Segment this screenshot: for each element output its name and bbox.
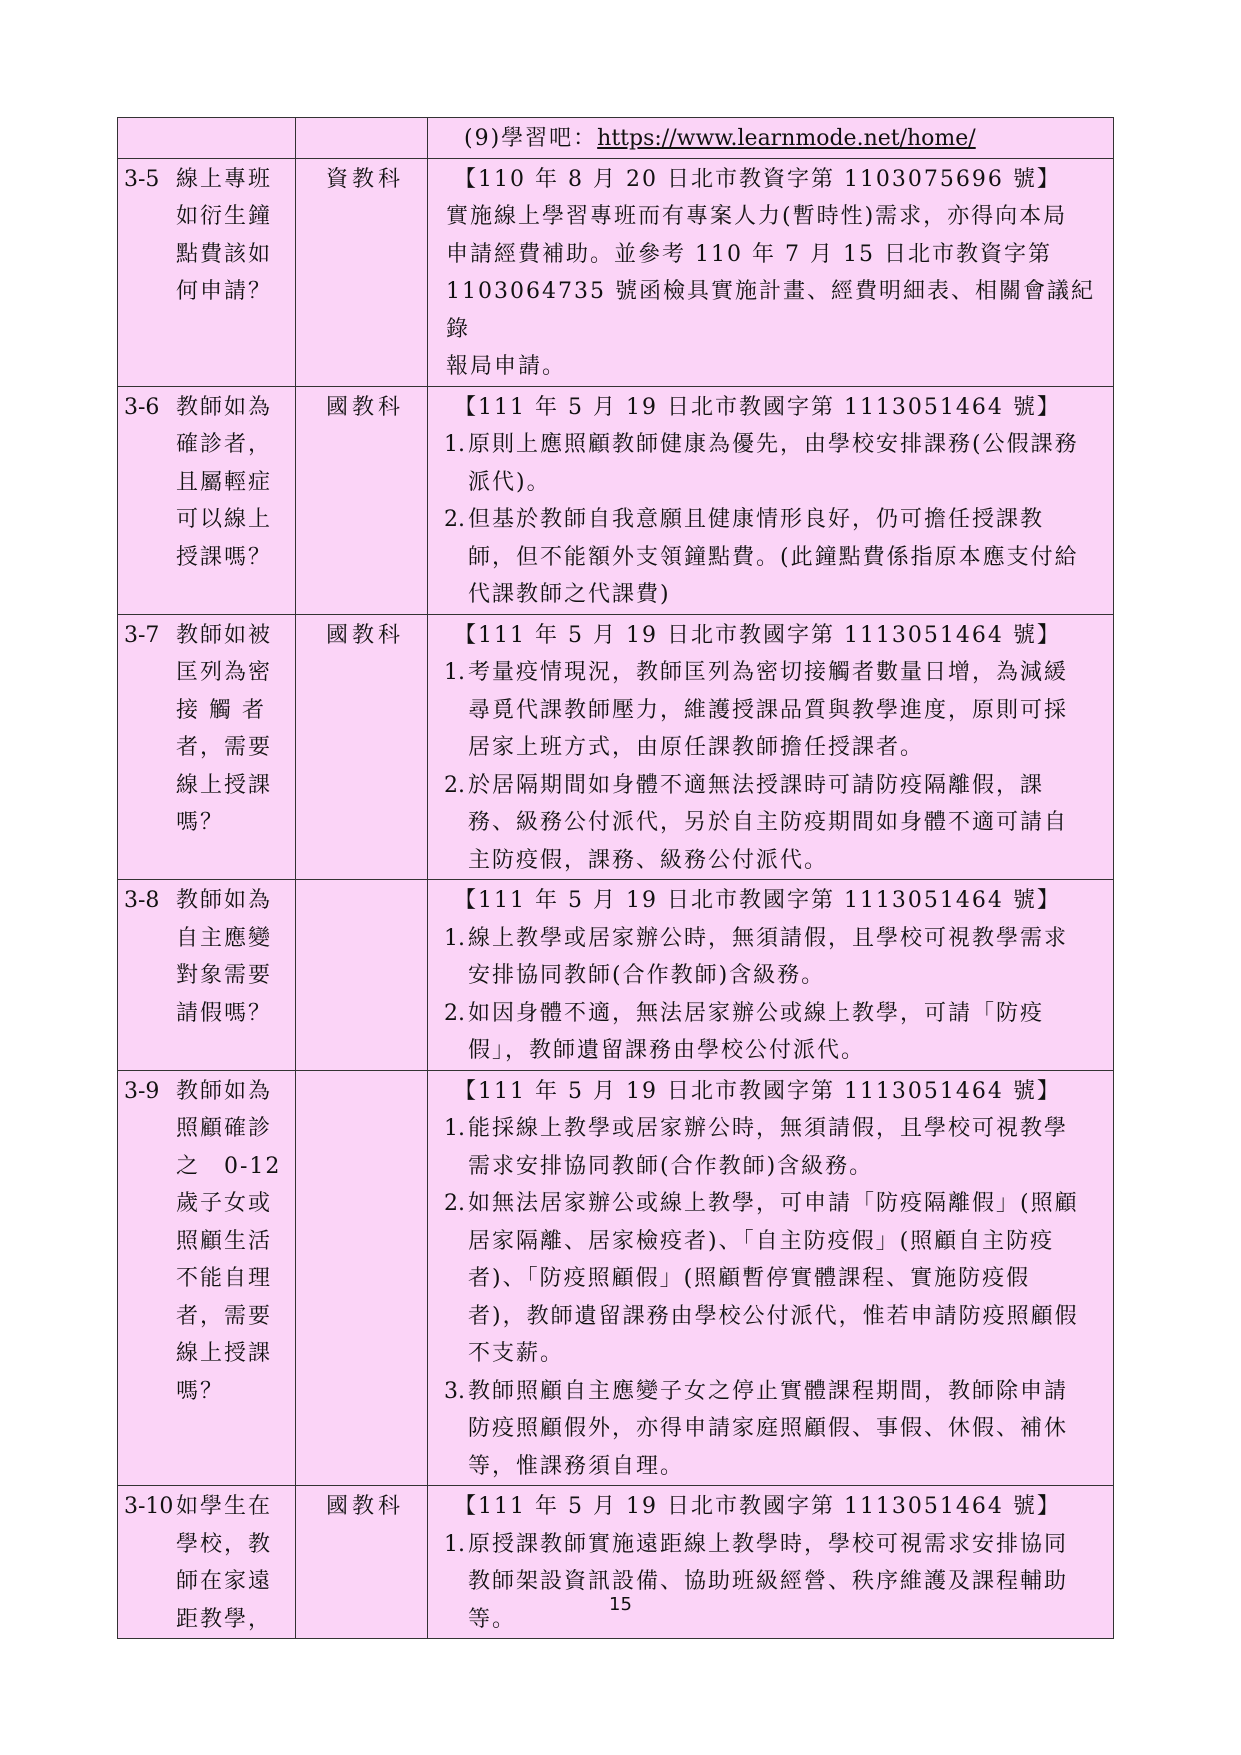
question-cell — [118, 386, 296, 614]
link-prefix: (9)學習吧： — [464, 126, 598, 151]
question-line: 可以線上 — [176, 507, 273, 532]
question-line: 照顧確診 — [176, 1116, 273, 1141]
item-text — [468, 654, 1107, 767]
question-line: 者，需要 — [176, 1303, 273, 1329]
question-line: 點費該如 — [176, 241, 273, 267]
table-row — [118, 386, 1114, 614]
question-wrap — [124, 1073, 289, 1411]
question-cell — [118, 614, 296, 880]
table-row — [118, 880, 1114, 1071]
answer-cell — [428, 880, 1114, 1071]
question-line: 教師如被 — [176, 622, 273, 648]
question-line: 何申請？ — [176, 279, 273, 304]
item-text — [468, 1526, 1107, 1639]
item-line: 者)，教師遺留課務由學校公付派代，惟若申請防疫照顧假 — [468, 1303, 1079, 1329]
item-line: 教師架設資訊設備、協助班級經營、秩序維護及課程輔助 — [468, 1569, 1069, 1594]
question-number: 3-5 — [124, 166, 160, 192]
question-line: 匡列為密 — [176, 660, 273, 685]
answer-cell — [428, 1070, 1114, 1486]
item-number: 2. — [444, 1191, 465, 1216]
item-line: 等。 — [468, 1606, 517, 1632]
question-line: 教師如為 — [176, 1078, 273, 1104]
answer-cell — [428, 386, 1114, 614]
answer-item — [434, 1373, 1107, 1486]
item-text — [468, 1185, 1107, 1373]
item-line: 於居隔期間如身體不適無法授課時可請防疫隔離假，課 — [468, 772, 1045, 798]
question-line: 距教學， — [176, 1606, 273, 1632]
answer-item — [434, 1526, 1107, 1639]
answer-cell — [428, 118, 1114, 159]
answer-cell — [428, 1486, 1114, 1639]
answer-line: 申請經費補助。並參考 110 年 7 月 15 日北市教資字第 — [446, 241, 1052, 267]
faq-table-body — [118, 118, 1114, 1639]
question-line: 授課嗎？ — [176, 544, 273, 570]
answer-heading: 【111 年 5 月 19 日北市教國字第 1113051464 號】 — [454, 1078, 1061, 1104]
answer-item — [434, 426, 1107, 501]
item-text — [468, 426, 1107, 501]
question-wrap — [124, 1488, 289, 1638]
question-line: 線上授課 — [176, 1341, 273, 1366]
question-number: 3-10 — [124, 1494, 174, 1519]
question-line: 對象需要 — [176, 963, 273, 988]
item-text — [468, 501, 1107, 614]
answer-item — [434, 654, 1107, 767]
item-line: 師，但不能額外支領鐘點費。(此鐘點費係指原本應支付給 — [468, 544, 1079, 570]
question-text — [176, 882, 289, 1032]
item-line: 防疫照顧假外，亦得申請家庭照顧假、事假、休假、補休 — [468, 1416, 1069, 1441]
item-text — [468, 995, 1107, 1070]
question-line: 請假嗎？ — [176, 1000, 273, 1026]
question-cell — [118, 158, 296, 386]
question-line: 如衍生鐘 — [176, 204, 273, 229]
item-line: 居家上班方式，由原任課教師擔任授課者。 — [468, 735, 925, 760]
question-text — [176, 1073, 289, 1411]
question-text — [176, 389, 289, 577]
unit-cell: 國教科 — [296, 1486, 428, 1639]
item-line: 者)、「防疫照顧假」(照顧暫停實體課程、實施防疫假 — [468, 1266, 1031, 1291]
answer-line: 1103064735 號函檢具實施計畫、經費明細表、相關會議紀錄 — [446, 279, 1095, 342]
item-text — [468, 920, 1107, 995]
item-number: 1. — [444, 1531, 465, 1557]
question-line: 確診者， — [176, 432, 273, 457]
question-number: 3-8 — [124, 888, 160, 913]
question-cell — [118, 1486, 296, 1639]
item-line: 不支薪。 — [468, 1341, 565, 1366]
question-line: 嗎？ — [176, 1378, 225, 1404]
item-line: 代課教師之代課費) — [468, 582, 671, 607]
table-row — [118, 158, 1114, 386]
question-line: 學校，教 — [176, 1531, 273, 1557]
page-number: 15 — [609, 1594, 632, 1615]
answer-link-line — [434, 120, 1107, 158]
item-number: 2. — [444, 507, 465, 532]
question-line: 師在家遠 — [176, 1569, 273, 1594]
item-line: 假」，教師遺留課務由學校公付派代。 — [468, 1038, 866, 1063]
table-row — [118, 118, 1114, 159]
question-line: 不能自理 — [176, 1266, 273, 1291]
item-line: 等，惟課務須自理。 — [468, 1453, 685, 1479]
answer-item — [434, 1110, 1107, 1185]
item-line: 考量疫情現況，教師匡列為密切接觸者數量日增，為減緩 — [468, 660, 1069, 685]
question-line: 照顧生活 — [176, 1228, 273, 1254]
item-number: 3. — [444, 1378, 465, 1404]
item-text — [468, 1110, 1107, 1185]
question-number: 3-9 — [124, 1078, 160, 1104]
question-line: 者，需要 — [176, 735, 273, 760]
question-wrap — [124, 389, 289, 577]
answer-item — [434, 920, 1107, 995]
item-line: 但基於教師自我意願且健康情形良好，仍可擔任授課教 — [468, 507, 1045, 532]
item-line: 居家隔離、居家檢疫者)、「自主防疫假」(照顧自主防疫 — [468, 1228, 1055, 1254]
item-number: 2. — [444, 772, 465, 798]
item-line: 安排協同教師(合作教師)含級務。 — [468, 963, 826, 988]
question-cell — [118, 880, 296, 1071]
item-line: 主防疫假，課務、級務公付派代。 — [468, 847, 829, 873]
item-text — [468, 1373, 1107, 1486]
item-number: 1. — [444, 1116, 465, 1141]
table-row — [118, 614, 1114, 880]
answer-cell — [428, 614, 1114, 880]
item-number: 1. — [444, 925, 465, 951]
question-line: 歲子女或 — [176, 1191, 273, 1216]
unit-cell — [296, 1070, 428, 1486]
question-line: 之 0-12 — [176, 1153, 282, 1179]
question-line: 教師如為 — [176, 888, 273, 913]
question-number: 3-7 — [124, 622, 160, 648]
item-line: 如無法居家辦公或線上教學，可申請「防疫隔離假」(照顧 — [468, 1191, 1079, 1216]
question-text — [176, 161, 289, 311]
question-line: 線上專班 — [176, 166, 273, 192]
item-line: 務、級務公付派代，另於自主防疫期間如身體不適可請自 — [468, 810, 1069, 835]
item-line: 線上教學或居家辦公時，無須請假，且學校可視教學需求 — [468, 925, 1069, 951]
answer-heading: 【111 年 5 月 19 日北市教國字第 1113051464 號】 — [454, 1494, 1061, 1519]
item-line: 需求安排協同教師(合作教師)含級務。 — [468, 1153, 874, 1179]
item-line: 如因身體不適，無法居家辦公或線上教學，可請「防疫 — [468, 1000, 1045, 1026]
answer-heading: 【111 年 5 月 19 日北市教國字第 1113051464 號】 — [454, 888, 1061, 913]
table-row — [118, 1070, 1114, 1486]
unit-cell: 國教科 — [296, 614, 428, 880]
item-text — [468, 767, 1107, 880]
question-line: 線上授課 — [176, 772, 273, 798]
unit-cell — [296, 118, 428, 159]
unit-cell: 國教科 — [296, 386, 428, 614]
item-number: 1. — [444, 660, 465, 685]
unit-cell: 資教科 — [296, 158, 428, 386]
table-row — [118, 1486, 1114, 1639]
question-line: 接 觸 者 — [176, 697, 266, 723]
answer-line: 報局申請。 — [446, 354, 567, 379]
answer-heading: 【111 年 5 月 19 日北市教國字第 1113051464 號】 — [454, 394, 1061, 420]
question-text — [176, 617, 289, 842]
question-wrap — [124, 161, 289, 311]
item-line: 教師照顧自主應變子女之停止實體課程期間，教師除申請 — [468, 1378, 1069, 1404]
question-line: 教師如為 — [176, 394, 273, 420]
item-number: 2. — [444, 1000, 465, 1026]
question-line: 自主應變 — [176, 925, 273, 951]
question-wrap — [124, 617, 289, 842]
question-number: 3-6 — [124, 394, 160, 420]
question-line: 如學生在 — [176, 1494, 273, 1519]
question-cell — [118, 1070, 296, 1486]
answer-item — [434, 501, 1107, 614]
answer-heading: 【111 年 5 月 19 日北市教國字第 1113051464 號】 — [454, 622, 1061, 648]
item-line: 派代)。 — [468, 469, 551, 495]
question-wrap — [124, 882, 289, 1032]
unit-cell — [296, 880, 428, 1071]
faq-table — [117, 117, 1114, 1639]
answer-item — [434, 767, 1107, 880]
answer-item — [434, 1185, 1107, 1373]
answer-line: 實施線上學習專班而有專案人力(暫時性)需求，亦得向本局 — [446, 204, 1068, 229]
item-number: 1. — [444, 432, 465, 457]
learnmode-link[interactable]: https://www.learnmode.net/home/ — [597, 126, 976, 151]
question-line: 且屬輕症 — [176, 469, 273, 495]
question-line: 嗎？ — [176, 810, 225, 835]
item-line: 能採線上教學或居家辦公時，無須請假，且學校可視教學 — [468, 1116, 1069, 1141]
item-line: 尋覓代課教師壓力，維護授課品質與教學進度，原則可採 — [468, 697, 1069, 723]
answer-heading: 【110 年 8 月 20 日北市教資字第 1103075696 號】 — [454, 166, 1061, 192]
answer-item — [434, 995, 1107, 1070]
answer-cell — [428, 158, 1114, 386]
item-line: 原授課教師實施遠距線上教學時，學校可視需求安排協同 — [468, 1531, 1069, 1557]
question-cell — [118, 118, 296, 159]
item-line: 原則上應照顧教師健康為優先，由學校安排課務(公假課務 — [468, 432, 1079, 457]
question-text — [176, 1488, 289, 1638]
